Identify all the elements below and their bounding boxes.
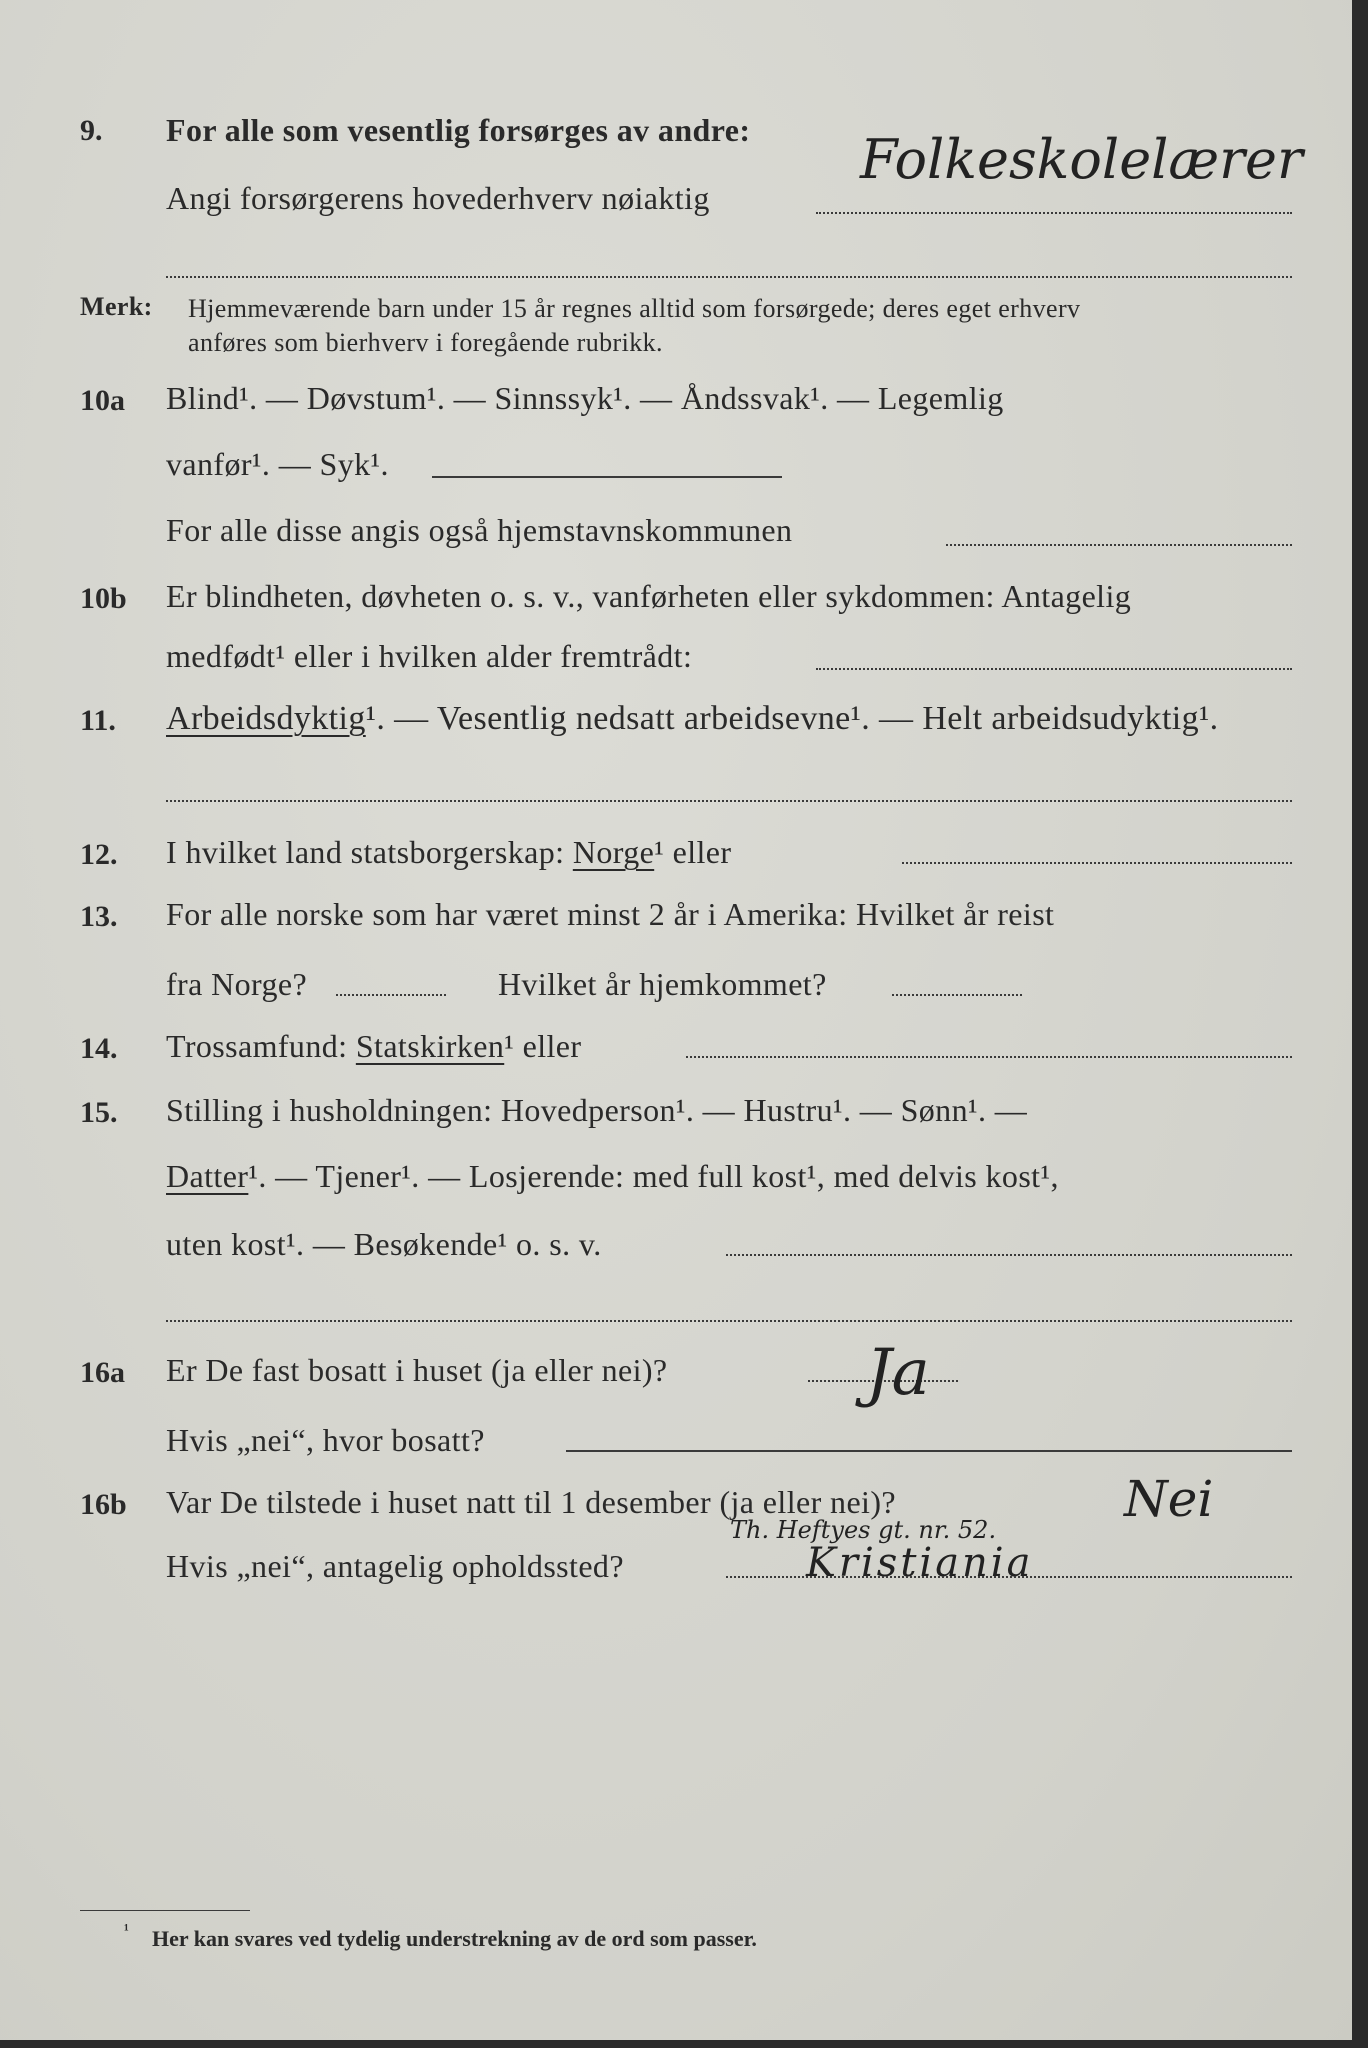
q14-option-statskirken: Statskirken xyxy=(355,1028,505,1064)
q15-line3: uten kost¹. — Besøkende¹ o. s. v. xyxy=(166,1226,602,1262)
q15-number: 15. xyxy=(80,1096,118,1129)
q12-number: 12. xyxy=(80,838,118,871)
q15-line2-rest: ¹. — Tjener¹. — Losjerende: med full kost¹, med delvis kost¹, xyxy=(248,1158,1059,1194)
q10a-home-municipality-line xyxy=(946,544,1292,546)
q12-answer-line xyxy=(902,862,1292,864)
q10a-line3: For alle disse angis også hjemstavnskommunen xyxy=(166,512,793,548)
q9-answer-line xyxy=(816,212,1292,214)
q13-departure-line xyxy=(336,994,446,996)
q10a-line1: Blind¹. — Døvstum¹. — Sinnssyk¹. — Åndssvak¹. — Legemlig xyxy=(166,380,1004,416)
q11-extra-line xyxy=(166,800,1292,802)
q15-line1: Stilling i husholdningen: Hovedperson¹. — Hustru¹. — Sønn¹. — xyxy=(166,1092,1028,1128)
q9-extra-line xyxy=(166,276,1292,278)
q15-option-datter: Datter xyxy=(166,1158,249,1194)
q13-number: 13. xyxy=(80,900,118,933)
q14-text: Trossamfund: xyxy=(166,1028,348,1064)
q12-line xyxy=(166,834,731,871)
q16b-line2: Hvis „nei“, antagelig opholdssted? xyxy=(166,1548,624,1584)
q13-line1: For alle norske som har været minst 2 år i Amerika: Hvilket år reist xyxy=(166,896,1055,932)
q10a-number: 10a xyxy=(80,384,125,417)
merk-line2: anføres som bierhverv i foregående rubrikk. xyxy=(188,328,663,357)
q14-line xyxy=(166,1028,581,1065)
q15-extra-line xyxy=(166,1320,1292,1322)
q13-line2b: Hvilket år hjemkommet? xyxy=(498,966,827,1002)
q12-post: ¹ eller xyxy=(654,834,732,870)
q16b-handwritten-place: Kristiania xyxy=(806,1540,1034,1586)
scan-edge-right xyxy=(1352,0,1368,2048)
q16a-handwritten-answer: Ja xyxy=(866,1336,930,1410)
q14-answer-line xyxy=(686,1056,1292,1058)
q11-rest: ¹. — Vesentlig nedsatt arbeidsevne¹. — Helt arbeidsudyktig¹. xyxy=(365,700,1219,737)
q16b-line1: Var De tilstede i huset natt til 1 desember (ja eller nei)? xyxy=(166,1484,897,1520)
q9-handwritten-answer: Folkeskolelærer xyxy=(860,128,1303,191)
q12-text: I hvilket land statsborgerskap: xyxy=(166,834,565,870)
q15-line2 xyxy=(166,1158,1059,1195)
q16a-line2: Hvis „nei“, hvor bosatt? xyxy=(166,1422,485,1458)
q16b-place-line xyxy=(726,1576,1292,1578)
footnote-text: Her kan svares ved tydelig understrekning av de ord som passer. xyxy=(152,1926,757,1951)
q16a-number: 16a xyxy=(80,1356,125,1389)
merk-label: Merk: xyxy=(80,292,153,321)
q14-number: 14. xyxy=(80,1032,118,1065)
q10b-line1: Er blindheten, døvheten o. s. v., vanførheten eller sykdommen: Antagelig xyxy=(166,578,1132,614)
q10a-line2: vanfør¹. — Syk¹. xyxy=(166,446,389,482)
q16b-number: 16b xyxy=(80,1488,127,1521)
q9-line2: Angi forsørgerens hovederhverv nøiaktig xyxy=(166,180,710,216)
footnote-mark: ¹ xyxy=(124,1922,129,1939)
q16a-line1: Er De fast bosatt i huset (ja eller nei)? xyxy=(166,1352,668,1388)
q12-option-norge: Norge xyxy=(572,834,655,870)
q11-line xyxy=(166,700,1219,738)
q11-number: 11. xyxy=(80,704,116,737)
q14-post: ¹ eller xyxy=(504,1028,582,1064)
q9-number: 9. xyxy=(80,114,103,147)
scan-edge-bottom xyxy=(0,2040,1368,2048)
q10b-answer-line xyxy=(816,668,1292,670)
q16b-handwritten-address: Th. Heftyes gt. nr. 52. xyxy=(730,1516,997,1544)
footnote-rule xyxy=(80,1910,250,1911)
q16a-residence-line xyxy=(566,1450,1292,1452)
q16b-handwritten-answer: Nei xyxy=(1124,1470,1214,1528)
q13-return-line xyxy=(892,994,1022,996)
q10a-sick-line xyxy=(432,476,782,478)
q10b-number: 10b xyxy=(80,582,127,615)
q9-line1: For alle som vesentlig forsørges av andre: xyxy=(166,112,751,148)
merk-line1: Hjemmeværende barn under 15 år regnes alltid som forsørgede; deres eget erhverv xyxy=(188,294,1081,323)
q10b-line2: medfødt¹ eller i hvilken alder fremtrådt: xyxy=(166,638,693,674)
q15-answer-line xyxy=(726,1254,1292,1256)
q11-option-arbeidsdyktig: Arbeidsdyktig xyxy=(166,700,366,737)
q13-line2a: fra Norge? xyxy=(166,966,308,1002)
